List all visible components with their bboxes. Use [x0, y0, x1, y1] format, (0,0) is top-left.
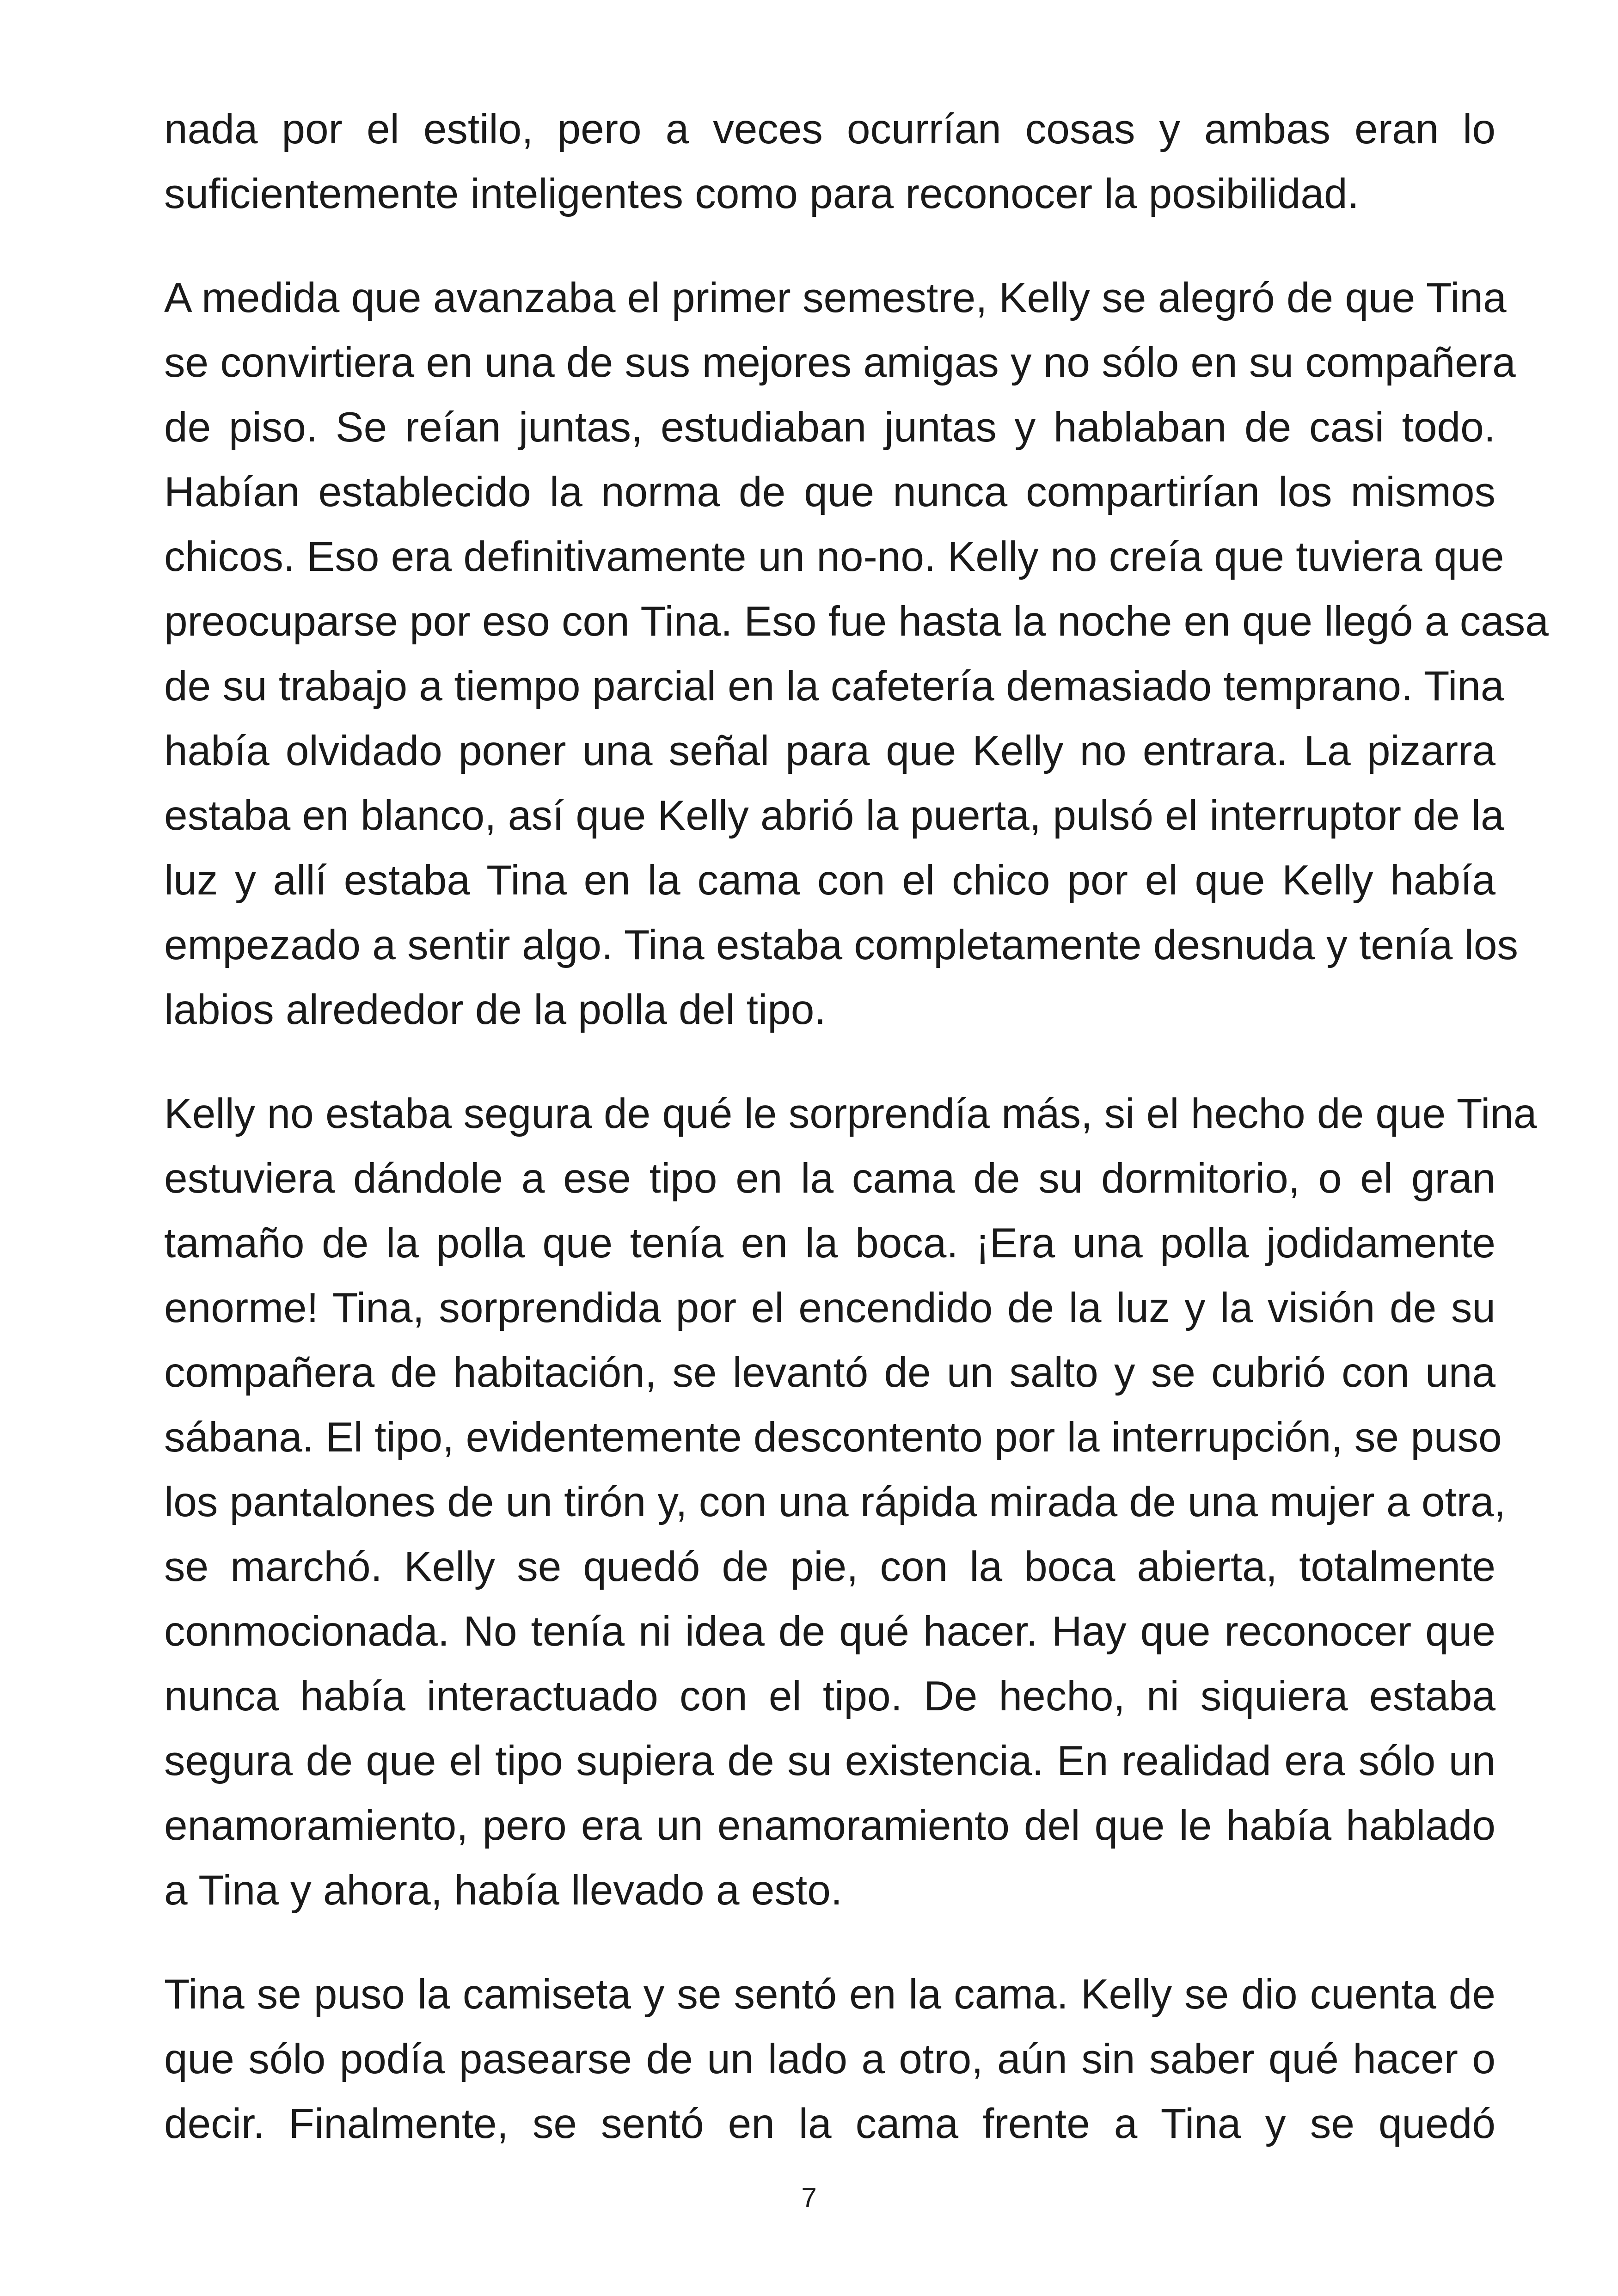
text-line: preocuparse por eso con Tina. Eso fue hasta la noche en que llegó a casa: [164, 598, 1549, 645]
text-line: segura de que el tipo supiera de su existencia. En realidad era sólo un: [164, 1738, 1495, 1784]
text-line: suficientemente inteligentes como para reconocer la posibilidad.: [164, 171, 1359, 217]
text-line: enamoramiento, pero era un enamoramiento del que le había hablado: [164, 1802, 1495, 1849]
text-line: estaba en blanco, así que Kelly abrió la puerta, pulsó el interruptor de la: [164, 792, 1504, 839]
paragraph: [164, 266, 1549, 1042]
text-line: compañera de habitación, se levantó de un salto y se cubrió con una: [164, 1349, 1495, 1396]
text-line: conmocionada. No tenía ni idea de qué hacer. Hay que reconocer que: [164, 1608, 1495, 1655]
text-line: enorme! Tina, sorprendida por el encendido de la luz y la visión de su: [164, 1285, 1495, 1331]
text-line: estuviera dándole a ese tipo en la cama de su dormitorio, o el gran: [164, 1155, 1495, 1202]
text-line: tamaño de la polla que tenía en la boca. ¡Era una polla jodidamente: [164, 1220, 1495, 1267]
paragraph: [164, 97, 1495, 227]
page-number: 7: [801, 2182, 817, 2213]
text-line: había olvidado poner una señal para que Kelly no entrara. La pizarra: [164, 728, 1495, 774]
text-line: de piso. Se reían juntas, estudiaban juntas y hablaban de casi todo.: [164, 404, 1495, 451]
text-line: decir. Finalmente, se sentó en la cama frente a Tina y se quedó: [164, 2100, 1495, 2147]
text-line: los pantalones de un tirón y, con una rápida mirada de una mujer a otra,: [164, 1479, 1506, 1525]
paragraph: [164, 1082, 1537, 1923]
text-line: nada por el estilo, pero a veces ocurrían cosas y ambas eran lo: [164, 106, 1495, 153]
text-line: Tina se puso la camiseta y se sentó en la cama. Kelly se dio cuenta de: [164, 1971, 1495, 2018]
text-line: se marchó. Kelly se quedó de pie, con la boca abierta, totalmente: [164, 1543, 1495, 1590]
text-line: labios alrededor de la polla del tipo.: [164, 986, 826, 1033]
text-line: Kelly no estaba segura de qué le sorprendía más, si el hecho de que Tina: [164, 1090, 1537, 1137]
body-text: [164, 97, 1549, 2156]
text-line: a Tina y ahora, había llevado a esto.: [164, 1867, 843, 1914]
text-line: A medida que avanzaba el primer semestre, Kelly se alegró de que Tina: [164, 275, 1507, 321]
text-line: que sólo podía pasearse de un lado a otro, aún sin saber qué hacer o: [164, 2036, 1495, 2082]
text-line: de su trabajo a tiempo parcial en la cafetería demasiado temprano. Tina: [164, 663, 1504, 710]
text-line: empezado a sentir algo. Tina estaba completamente desnuda y tenía los: [164, 922, 1519, 968]
text-line: chicos. Eso era definitivamente un no-no. Kelly no creía que tuviera que: [164, 533, 1504, 580]
text-line: se convirtiera en una de sus mejores amigas y no sólo en su compañera: [164, 339, 1516, 386]
text-line: luz y allí estaba Tina en la cama con el chico por el que Kelly había: [164, 857, 1495, 904]
paragraph: [164, 1962, 1495, 2156]
text-line: sábana. El tipo, evidentemente descontento por la interrupción, se puso: [164, 1414, 1502, 1461]
text-line: Habían establecido la norma de que nunca compartirían los mismos: [164, 469, 1495, 515]
text-line: nunca había interactuado con el tipo. De hecho, ni siquiera estaba: [164, 1673, 1495, 1720]
